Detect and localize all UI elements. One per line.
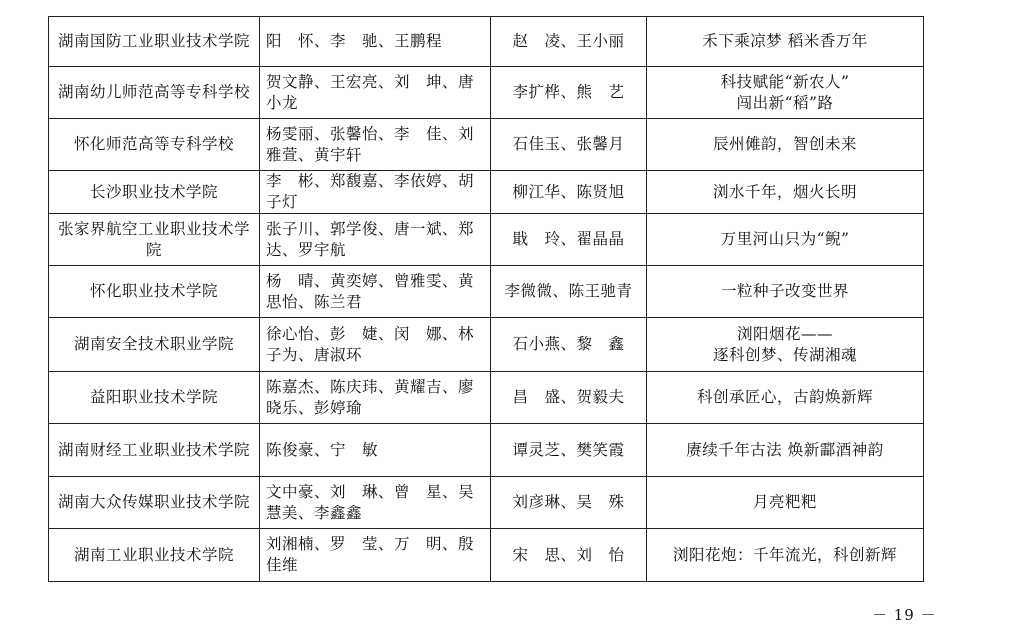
teachers-cell-text: 戢 玲、翟晶晶 — [512, 230, 625, 248]
project-cell-text: 月亮粑粑 — [752, 493, 817, 511]
students-cell-text: 陈俊豪、宁 敏 — [266, 440, 379, 459]
project-cell-text: 禾下乘凉梦 稻米香万年 — [702, 32, 868, 50]
students-cell — [260, 529, 491, 582]
teachers-cell-text: 赵 凌、王小丽 — [512, 32, 625, 50]
school-cell — [49, 67, 260, 119]
students-cell — [260, 214, 491, 266]
project-cell — [647, 119, 924, 171]
teachers-cell-text: 谭灵芝、樊笑霞 — [512, 440, 625, 459]
teachers-cell-text: 石佳玉、张馨月 — [512, 135, 625, 153]
students-cell — [260, 171, 491, 214]
students-cell-text: 阳 怀、李 驰、王鹏程 — [266, 32, 443, 50]
teachers-cell-text: 刘彦琳、吴 殊 — [512, 493, 625, 511]
students-cell — [260, 372, 491, 424]
school-cell-text: 长沙职业技术学院 — [89, 182, 218, 201]
school-cell — [49, 119, 260, 171]
students-cell — [260, 266, 491, 318]
teachers-cell — [491, 318, 647, 372]
table-row — [49, 67, 924, 119]
teachers-cell — [491, 372, 647, 424]
teachers-cell — [491, 266, 647, 318]
teachers-cell-text: 柳江华、陈贤旭 — [512, 182, 625, 201]
students-cell-text: 李 彬、郑馥嘉、李依婷、胡子灯 — [266, 172, 475, 211]
project-cell-text: 万里河山只为“鲵” — [720, 230, 850, 248]
school-cell-text: 湖南国防工业职业技术学院 — [57, 32, 250, 50]
project-cell-text: 浏阳烟花—— 逐科创梦、传湖湘魂 — [712, 324, 857, 364]
teachers-cell-text: 李微微、陈王驰青 — [504, 282, 633, 300]
table-row — [49, 17, 924, 67]
school-cell-text: 湖南财经工业职业技术学院 — [57, 440, 250, 459]
table-row — [49, 214, 924, 266]
project-cell — [647, 529, 924, 582]
students-cell — [260, 424, 491, 477]
school-cell — [49, 171, 260, 214]
school-cell-text: 湖南大众传媒职业技术学院 — [57, 493, 250, 511]
students-cell — [260, 17, 491, 67]
school-cell-text: 怀化师范高等专科学校 — [73, 135, 234, 153]
teachers-cell — [491, 424, 647, 477]
students-cell — [260, 119, 491, 171]
teachers-cell-text: 李扩桦、熊 艺 — [512, 83, 625, 101]
school-cell-text: 张家界航空工业职业技术学院 — [57, 219, 250, 259]
project-cell — [647, 67, 924, 119]
page-number: － 19 － — [872, 606, 937, 624]
table-row — [49, 318, 924, 372]
project-cell — [647, 372, 924, 424]
teachers-cell — [491, 214, 647, 266]
students-cell — [260, 318, 491, 372]
table-row — [49, 477, 924, 529]
project-cell-text: 赓续千年古法 焕新酃酒神韵 — [686, 440, 884, 459]
school-cell-text: 益阳职业技术学院 — [89, 388, 218, 406]
students-cell-text: 徐心怡、彭 婕、闵 娜、林子为、唐淑环 — [266, 324, 475, 364]
project-cell-text: 科技赋能“新农人” 闯出新“稻”路 — [720, 72, 850, 112]
school-cell-text: 怀化职业技术学院 — [89, 282, 218, 300]
teachers-cell — [491, 17, 647, 67]
school-cell — [49, 318, 260, 372]
teachers-cell — [491, 67, 647, 119]
project-cell-text: 辰州傩韵，智创未来 — [712, 135, 857, 153]
project-cell — [647, 171, 924, 214]
teachers-cell — [491, 529, 647, 582]
school-cell — [49, 266, 260, 318]
school-cell — [49, 214, 260, 266]
table-row — [49, 266, 924, 318]
teachers-cell — [491, 119, 647, 171]
table-row — [49, 529, 924, 582]
teachers-cell-text: 宋 思、刘 怡 — [512, 545, 625, 564]
table-row — [49, 372, 924, 424]
school-cell — [49, 477, 260, 529]
award-table-body — [49, 17, 924, 582]
table-row — [49, 119, 924, 171]
students-cell-text: 张子川、郭学俊、唐一斌、郑 达、罗宇航 — [266, 219, 491, 259]
project-cell-text: 浏水千年，烟火长明 — [712, 182, 857, 201]
school-cell-text: 湖南工业职业技术学院 — [73, 545, 234, 564]
table-row — [49, 171, 924, 214]
students-cell — [260, 477, 491, 529]
students-cell-text: 刘湘楠、罗 莹、万 明、殷佳维 — [266, 535, 475, 574]
teachers-cell — [491, 171, 647, 214]
project-cell — [647, 424, 924, 477]
students-cell-text: 杨雯丽、张馨怡、李 佳、刘雅萱、黄宇轩 — [266, 124, 475, 164]
students-cell-text: 陈嘉杰、陈庆玮、黄耀吉、廖晓乐、彭婷瑜 — [266, 377, 475, 417]
project-cell — [647, 477, 924, 529]
school-cell-text: 湖南幼儿师范高等专科学校 — [57, 83, 250, 101]
students-cell — [260, 67, 491, 119]
award-table — [48, 16, 924, 582]
students-cell-text: 杨 晴、黄奕婷、曾雅雯、黄思怡、陈兰君 — [266, 271, 475, 311]
table-row — [49, 424, 924, 477]
students-cell-text: 文中豪、刘 琳、曾 星、吴慧美、李鑫鑫 — [266, 482, 475, 522]
students-cell-text: 贺文静、王宏亮、刘 坤、唐小龙 — [266, 72, 475, 112]
project-cell — [647, 266, 924, 318]
project-cell-text: 科创承匠心，古韵焕新辉 — [696, 388, 873, 406]
school-cell-text: 湖南安全技术职业学院 — [73, 335, 234, 353]
project-cell — [647, 17, 924, 67]
school-cell — [49, 424, 260, 477]
teachers-cell-text: 昌 盛、贺毅夫 — [512, 388, 625, 406]
project-cell-text: 一粒种子改变世界 — [720, 282, 849, 300]
project-cell — [647, 318, 924, 372]
school-cell — [49, 372, 260, 424]
project-cell — [647, 214, 924, 266]
project-cell-text: 浏阳花炮：千年流光，科创新辉 — [672, 545, 897, 564]
school-cell — [49, 17, 260, 67]
school-cell — [49, 529, 260, 582]
teachers-cell-text: 石小燕、黎 鑫 — [512, 335, 625, 353]
teachers-cell — [491, 477, 647, 529]
